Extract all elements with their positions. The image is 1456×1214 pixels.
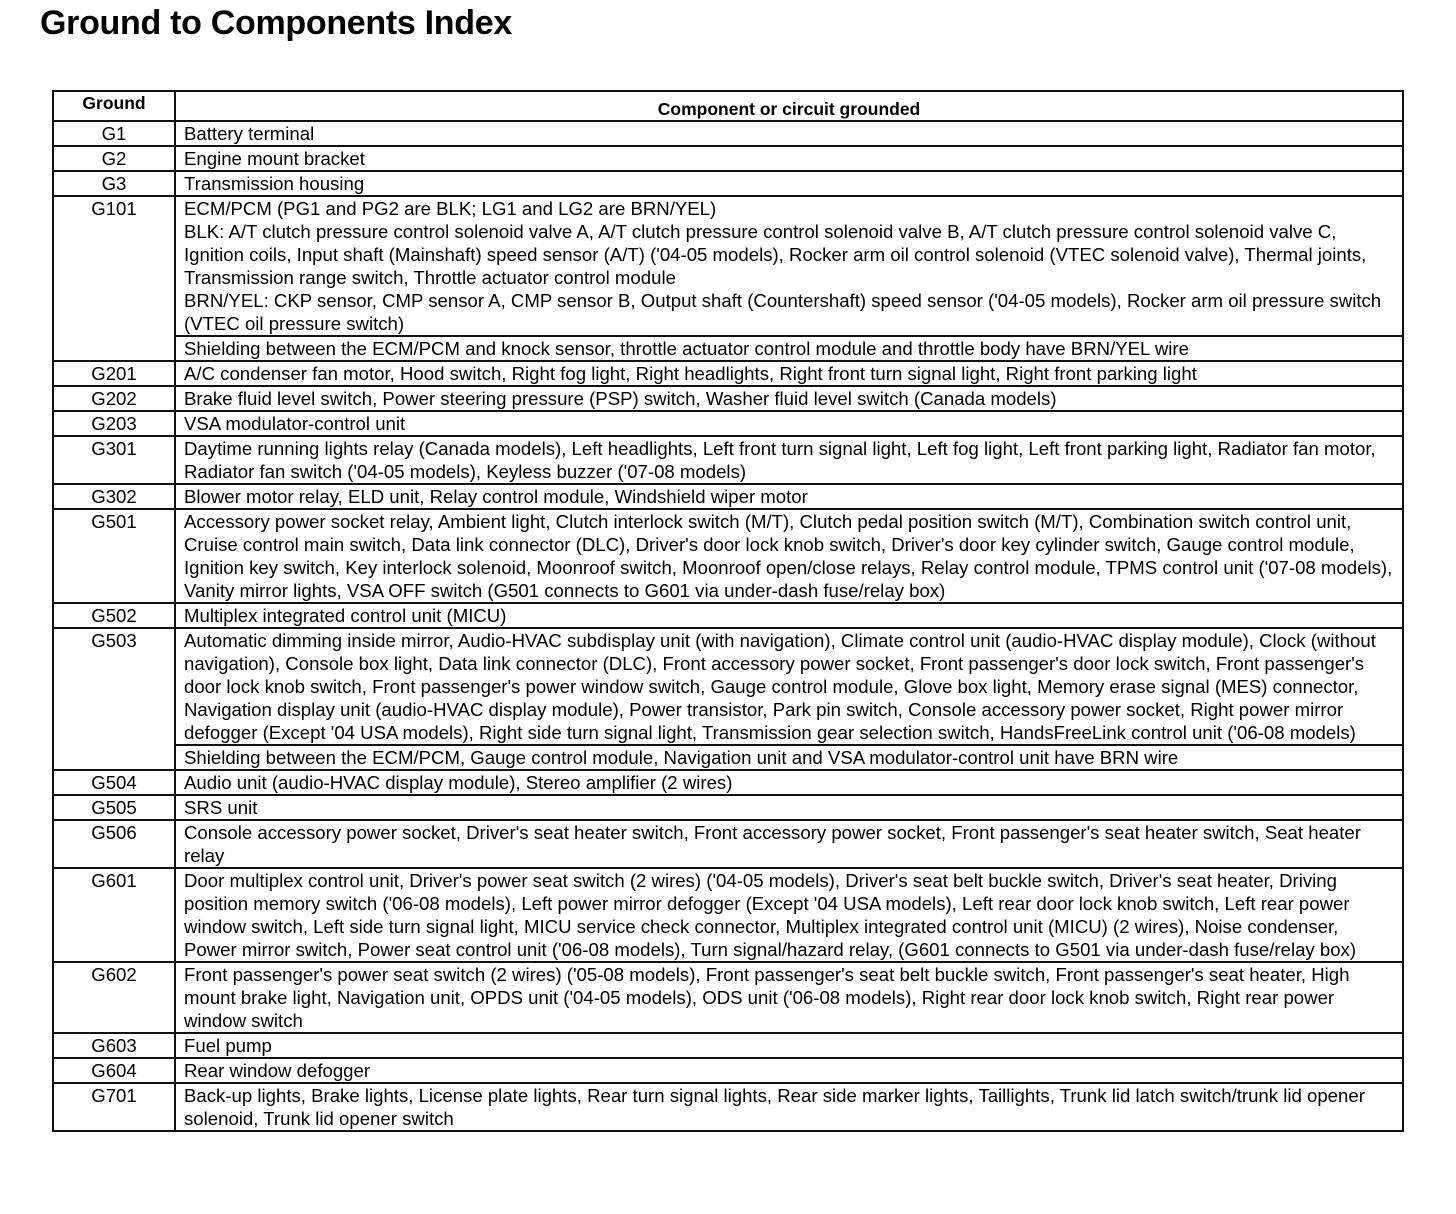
table-row (53, 868, 1403, 962)
table-row (53, 795, 1403, 820)
table-row (53, 603, 1403, 628)
component-cell (175, 146, 1403, 171)
component-cell (175, 509, 1403, 603)
ground-id-cell: G201 (53, 361, 175, 386)
component-text: Blower motor relay, ELD unit, Relay control module, Windshield wiper motor (184, 486, 808, 507)
component-cell (175, 361, 1403, 386)
table-header-row (53, 91, 1403, 121)
component-cell (175, 770, 1403, 795)
component-text: Front passenger's power seat switch (2 wires) ('05-08 models), Front passenger's seat belt buckle switch, Front passenger's seat heater, High mount brake light, Navigation unit, OPDS unit ('04-05 models), ODS unit ('06-08 models), Right rear door lock knob switch, Right rear power window switch (184, 964, 1350, 1031)
ground-id-cell: G501 (53, 509, 175, 603)
component-cell (175, 820, 1403, 868)
ground-column-header: Ground (53, 91, 175, 121)
ground-id-cell: G503 (53, 628, 175, 770)
table-row (53, 1058, 1403, 1083)
ground-id-cell: G101 (53, 196, 175, 361)
table-row (53, 1083, 1403, 1131)
table-row (53, 628, 1403, 745)
table-row (53, 436, 1403, 484)
component-text: Fuel pump (184, 1035, 272, 1056)
table-body (53, 121, 1403, 1131)
shielding-note-cell: Shielding between the ECM/PCM, Gauge control module, Navigation unit and VSA modulator-control unit have BRN wire (175, 745, 1403, 770)
ground-id-cell: G603 (53, 1033, 175, 1058)
component-cell (175, 1033, 1403, 1058)
table-row (53, 386, 1403, 411)
component-cell (175, 628, 1403, 745)
ground-id-cell: G504 (53, 770, 175, 795)
table-row (53, 411, 1403, 436)
component-text: Transmission housing (184, 173, 365, 194)
component-cell (175, 868, 1403, 962)
component-text: Audio unit (audio-HVAC display module), Stereo amplifier (2 wires) (184, 772, 733, 793)
table-subrow (53, 336, 1403, 361)
component-cell (175, 386, 1403, 411)
page-title: Ground to Components Index (40, 4, 512, 42)
table-row (53, 361, 1403, 386)
table-row (53, 196, 1403, 336)
component-text: Battery terminal (184, 123, 315, 144)
ground-id-cell: G602 (53, 962, 175, 1033)
component-text: BLK: A/T clutch pressure control solenoid valve A, A/T clutch pressure control solenoid valve B, A/T clutch pressure control solenoid valve C, Ignition coils, Input shaft (Mainshaft) speed sensor (A/T) ('04-05 models), Rocker arm oil control solenoid (VTEC solenoid valve), Thermal joints, Transmission range switch, Throttle actuator control module (184, 221, 1367, 288)
shielding-note-cell: Shielding between the ECM/PCM and knock sensor, throttle actuator control module and throttle body have BRN/YEL wire (175, 336, 1403, 361)
component-text: SRS unit (184, 797, 258, 818)
component-cell (175, 484, 1403, 509)
ground-id-cell: G701 (53, 1083, 175, 1131)
ground-id-cell: G3 (53, 171, 175, 196)
ground-id-cell: G202 (53, 386, 175, 411)
component-text: Door multiplex control unit, Driver's power seat switch (2 wires) ('04-05 models), Driver's seat belt buckle switch, Driver's seat heater, Driving position memory switch ('06-08 models), Left power mirror defogger (Except '04 USA models), Left rear door lock knob switch, Left rear power window switch, Left side turn signal light, MICU service check connector, Multiplex integrated control unit (MICU) (2 wires), Noise condenser, Power mirror switch, Power seat control unit ('06-08 models), Turn signal/hazard relay, (G601 connects to G501 via under-dash fuse/relay box) (184, 870, 1357, 960)
table-row (53, 1033, 1403, 1058)
component-text: Multiplex integrated control unit (MICU) (184, 605, 507, 626)
component-cell (175, 411, 1403, 436)
component-cell (175, 795, 1403, 820)
table-subrow (53, 745, 1403, 770)
component-cell (175, 436, 1403, 484)
component-text: A/C condenser fan motor, Hood switch, Right fog light, Right headlights, Right front turn signal light, Right front parking light (184, 363, 1197, 384)
component-cell (175, 196, 1403, 336)
ground-id-cell: G505 (53, 795, 175, 820)
component-text: Console accessory power socket, Driver's seat heater switch, Front accessory power socket, Front passenger's seat heater switch, Seat heater relay (184, 822, 1361, 866)
component-cell (175, 962, 1403, 1033)
table-row (53, 962, 1403, 1033)
ground-id-cell: G1 (53, 121, 175, 146)
ground-id-cell: G203 (53, 411, 175, 436)
component-text: Brake fluid level switch, Power steering pressure (PSP) switch, Washer fluid level switch (Canada models) (184, 388, 1057, 409)
ground-id-cell: G302 (53, 484, 175, 509)
component-text: BRN/YEL: CKP sensor, CMP sensor A, CMP sensor B, Output shaft (Countershaft) speed sensor ('04-05 models), Rocker arm oil pressure switch (VTEC oil pressure switch) (184, 290, 1382, 334)
ground-id-cell: G506 (53, 820, 175, 868)
ground-id-cell: G2 (53, 146, 175, 171)
component-text: Automatic dimming inside mirror, Audio-HVAC subdisplay unit (with navigation), Climate control unit (audio-HVAC display module), Clock (without navigation), Console box light, Data link connector (DLC), Front accessory power socket, Front passenger's door lock switch, Front passenger's door lock knob switch, Front passenger's power window switch, Gauge control module, Glove box light, Memory erase signal (MES) connector, Navigation display unit (audio-HVAC display module), Power transistor, Park pin switch, Console accessory power socket, Right power mirror defogger (Except '04 USA models), Right side turn signal light, Transmission gear selection switch, HandsFreeLink control unit ('06-08 models) (184, 630, 1376, 743)
component-text: Daytime running lights relay (Canada models), Left headlights, Left front turn signal light, Left fog light, Left front parking light, Radiator fan motor, Radiator fan switch ('04-05 models), Keyless buzzer ('07-08 models) (184, 438, 1376, 482)
component-cell (175, 1083, 1403, 1131)
component-text: Back-up lights, Brake lights, License plate lights, Rear turn signal lights, Rear side marker lights, Taillights, Trunk lid latch switch/trunk lid opener solenoid, Trunk lid opener switch (184, 1085, 1365, 1129)
ground-id-cell: G301 (53, 436, 175, 484)
table-row (53, 146, 1403, 171)
table-row (53, 121, 1403, 146)
component-column-header: Component or circuit grounded (175, 91, 1403, 121)
component-text: Rear window defogger (184, 1060, 371, 1081)
component-cell (175, 1058, 1403, 1083)
table-row (53, 171, 1403, 196)
table-row (53, 770, 1403, 795)
ground-id-cell: G604 (53, 1058, 175, 1083)
component-text: Accessory power socket relay, Ambient light, Clutch interlock switch (M/T), Clutch pedal position switch (M/T), Combination switch control unit, Cruise control main switch, Data link connector (DLC), Driver's door lock knob switch, Driver's door key cylinder switch, Gauge control module, Ignition key switch, Key interlock solenoid, Moonroof switch, Moonroof open/close relays, Relay control module, TPMS control unit ('07-08 models), Vanity mirror lights, VSA OFF switch (G501 connects to G601 via under-dash fuse/relay box) (184, 511, 1393, 601)
table-row (53, 509, 1403, 603)
component-text: Engine mount bracket (184, 148, 365, 169)
ground-id-cell: G502 (53, 603, 175, 628)
component-cell (175, 121, 1403, 146)
component-text: VSA modulator-control unit (184, 413, 406, 434)
component-cell (175, 171, 1403, 196)
table-row (53, 484, 1403, 509)
ground-index-table (52, 90, 1404, 1132)
component-cell (175, 603, 1403, 628)
ground-id-cell: G601 (53, 868, 175, 962)
table-row (53, 820, 1403, 868)
component-text: ECM/PCM (PG1 and PG2 are BLK; LG1 and LG2 are BRN/YEL) (184, 198, 717, 219)
